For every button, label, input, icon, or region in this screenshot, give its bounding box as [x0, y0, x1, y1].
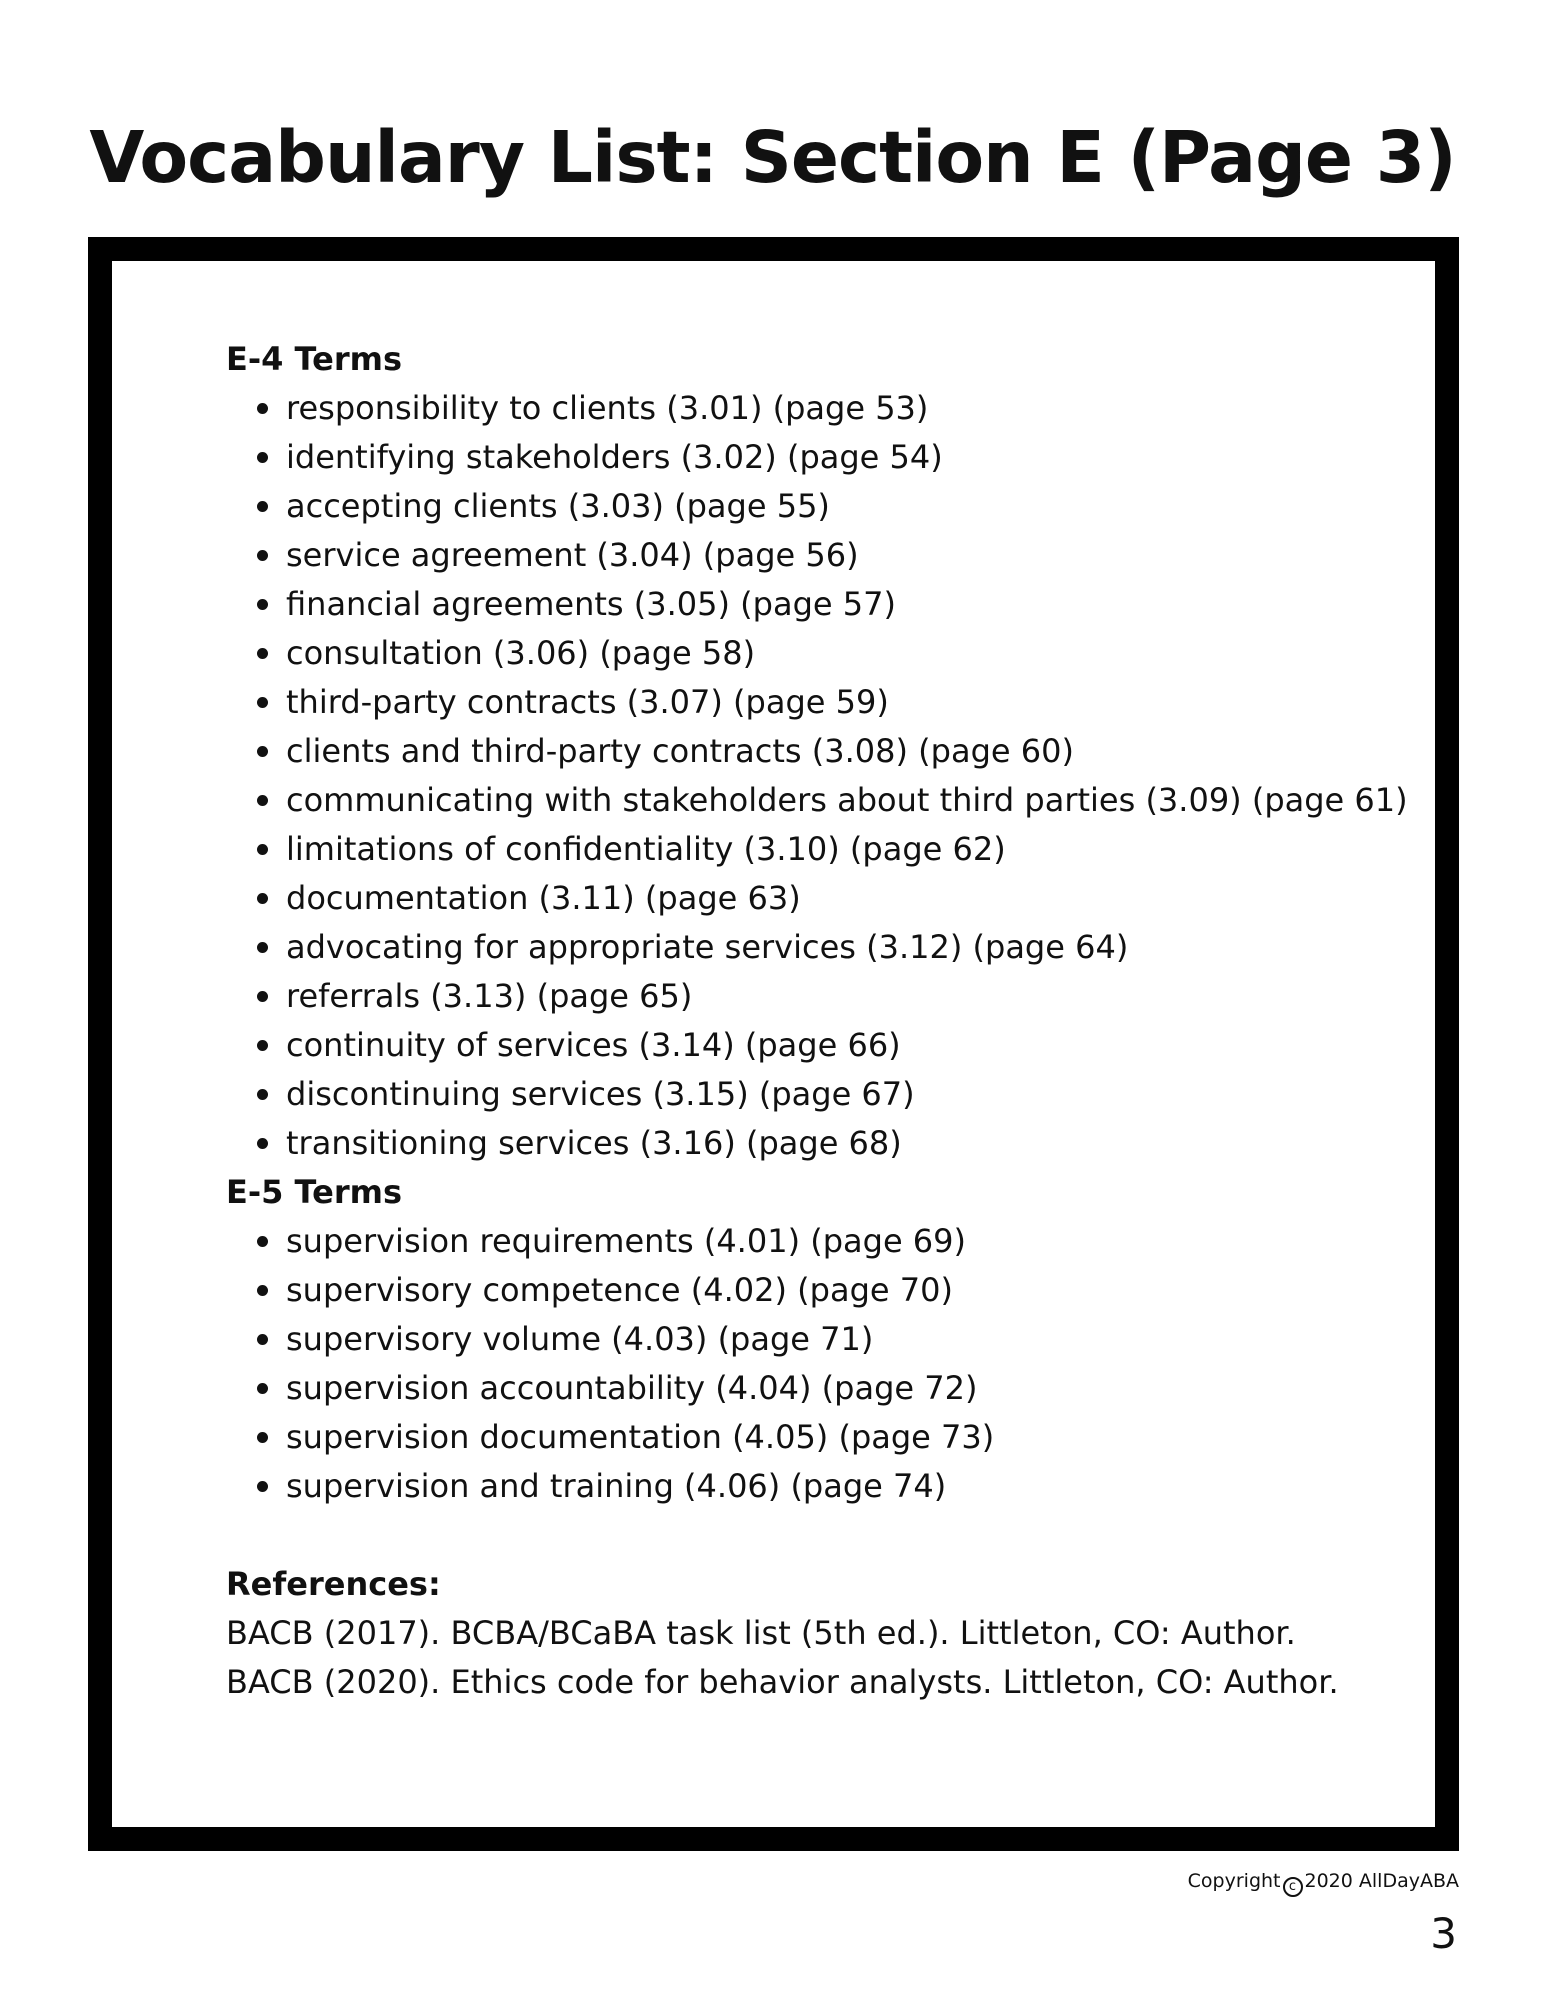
term-item: documentation (3.11) (page 63) [226, 874, 1426, 923]
term-item: supervision requirements (4.01) (page 69) [226, 1217, 1426, 1266]
section-e4 [226, 335, 1426, 1168]
term-item: financial agreements (3.05) (page 57) [226, 580, 1426, 629]
bullet-icon [257, 452, 268, 463]
term-list [226, 1217, 1426, 1511]
term-item: service agreement (3.04) (page 56) [226, 531, 1426, 580]
page-number: 3 [1430, 1909, 1457, 1958]
term-item: discontinuing services (3.15) (page 67) [226, 1070, 1426, 1119]
bullet-icon [257, 844, 268, 855]
bullet-icon [257, 550, 268, 561]
bullet-icon [257, 1432, 268, 1443]
reference-entry: BACB (2017). BCBA/BCaBA task list (5th ed.). Littleton, CO: Author. [226, 1614, 1296, 1652]
term-item: continuity of services (3.14) (page 66) [226, 1021, 1426, 1070]
copyright-suffix: 2020 AllDayABA [1304, 1870, 1459, 1892]
term-item: consultation (3.06) (page 58) [226, 629, 1426, 678]
bullet-icon [257, 1089, 268, 1100]
section-heading: E-4 Terms [226, 340, 402, 378]
bullet-icon [257, 1481, 268, 1492]
term-item: accepting clients (3.03) (page 55) [226, 482, 1426, 531]
term-item: supervision documentation (4.05) (page 73) [226, 1413, 1426, 1462]
term-item: supervision and training (4.06) (page 74) [226, 1462, 1426, 1511]
copyright-icon: c [1283, 1877, 1303, 1897]
bullet-icon [257, 1285, 268, 1296]
term-item: transitioning services (3.16) (page 68) [226, 1119, 1426, 1168]
bullet-icon [257, 1040, 268, 1051]
page-title: Vocabulary List: Section E (Page 3) [89, 116, 1456, 199]
section-heading: E-5 Terms [226, 1173, 402, 1211]
term-item: responsibility to clients (3.01) (page 53) [226, 384, 1426, 433]
bullet-icon [257, 1236, 268, 1247]
bullet-icon [257, 501, 268, 512]
section-e5 [226, 1168, 1426, 1511]
bullet-icon [257, 893, 268, 904]
copyright-prefix: Copyright [1187, 1870, 1281, 1892]
term-item: advocating for appropriate services (3.12) (page 64) [226, 923, 1426, 972]
bullet-icon [257, 648, 268, 659]
term-item: supervisory competence (4.02) (page 70) [226, 1266, 1426, 1315]
bullet-icon [257, 697, 268, 708]
bullet-icon [257, 991, 268, 1002]
reference-entry: BACB (2020). Ethics code for behavior analysts. Littleton, CO: Author. [226, 1663, 1339, 1701]
copyright-notice [1188, 1868, 1459, 1897]
term-item: third-party contracts (3.07) (page 59) [226, 678, 1426, 727]
bullet-icon [257, 1334, 268, 1345]
bullet-icon [257, 795, 268, 806]
term-item: identifying stakeholders (3.02) (page 54) [226, 433, 1426, 482]
bullet-icon [257, 599, 268, 610]
term-item: supervisory volume (4.03) (page 71) [226, 1315, 1426, 1364]
term-item: referrals (3.13) (page 65) [226, 972, 1426, 1021]
bullet-icon [257, 1383, 268, 1394]
references-heading: References: [226, 1565, 441, 1603]
bullet-icon [257, 1138, 268, 1149]
term-item: communicating with stakeholders about third parties (3.09) (page 61) [226, 776, 1426, 825]
bullet-icon [257, 942, 268, 953]
term-item: clients and third-party contracts (3.08) (page 60) [226, 727, 1426, 776]
term-list [226, 384, 1426, 1168]
bullet-icon [257, 746, 268, 757]
references [226, 1560, 1426, 1707]
vocabulary-content [226, 335, 1426, 1707]
term-item: limitations of confidentiality (3.10) (page 62) [226, 825, 1426, 874]
term-item: supervision accountability (4.04) (page 72) [226, 1364, 1426, 1413]
bullet-icon [257, 403, 268, 414]
vocabulary-box [88, 237, 1459, 1851]
